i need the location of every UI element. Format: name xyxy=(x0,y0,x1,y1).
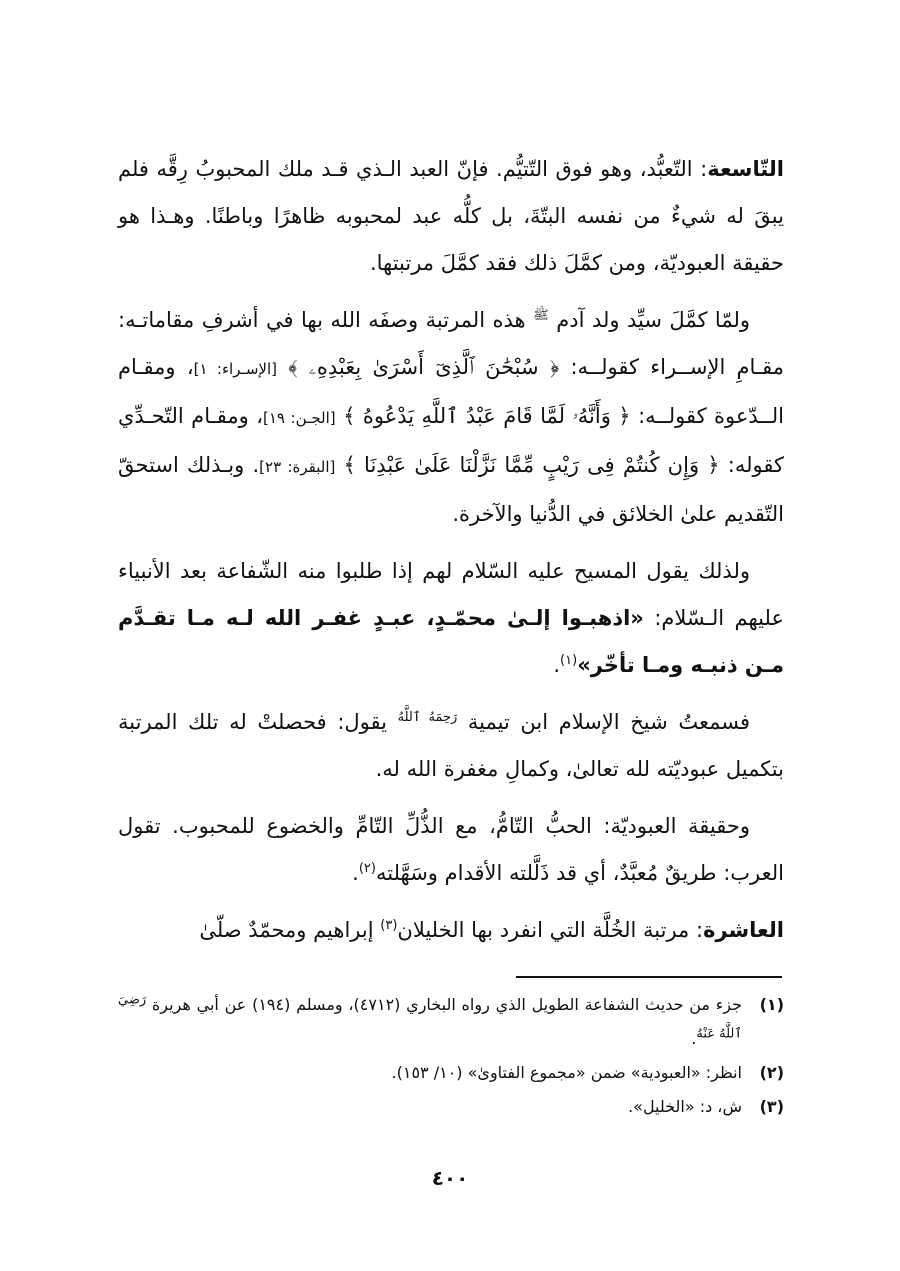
radiyallahu-honorific: رَضِيَ ٱللَّهُ عَنْهُ xyxy=(118,992,742,1042)
footnotes xyxy=(118,988,784,1124)
footnote-number: (٣) xyxy=(759,1097,784,1116)
definition-text: وحقيقة العبوديّة: الحبُّ التّامُّ، مع الذُّلِّ التّامِّ والخضوع للمحبوب. تقول العرب: طريقٌ مُعبَّدٌ، أي قد ذَلَّلته الأقدام وسَهَّلته xyxy=(118,814,784,885)
paragraph-messiah-intercession xyxy=(118,548,784,689)
rahimahullah-honorific: رَحِمَهُ ٱللَّهُ xyxy=(397,710,458,725)
footnote-marker-3[interactable]: (٣) xyxy=(380,918,398,933)
verse-ref-isra: [الإسـراء: ١] xyxy=(193,360,278,378)
quran-verse-isra: ﴿ سُبْحَٰنَ ٱلَّذِىٓ أَسْرَىٰ بِعَبْدِهِۦ ﴾ xyxy=(288,355,560,379)
paragraph-ninth xyxy=(118,146,784,287)
footnote-3 xyxy=(118,1090,784,1124)
footnote-number: (٢) xyxy=(759,1063,784,1082)
footnote-1-body: جزء من حديث الشفاعة الطويل الذي رواه البخاري (٤٧١٢)، ومسلم (١٩٤) عن أبي هريرة xyxy=(151,995,743,1014)
prophet-text-1: ولمّا كمَّلَ سيِّد ولد آدم xyxy=(556,308,751,332)
footnote-text xyxy=(118,988,742,1056)
salutation-honorific: ﷺ xyxy=(533,308,549,323)
paragraph-ibn-taymiyya xyxy=(118,699,784,793)
footnote-marker-1[interactable]: (١) xyxy=(560,653,578,668)
prophet-text-4: ، ومقـام التّحـدِّي كقوله: xyxy=(118,404,784,477)
main-text xyxy=(118,146,784,964)
footnote-text: انظر: «العبودية» ضمن «مجموع الفتاوىٰ» (١٠/ ١٥٣). xyxy=(391,1063,742,1082)
footnote-2 xyxy=(118,1056,784,1090)
footnote-text: ش، د: «الخليل». xyxy=(628,1097,742,1116)
paragraph-servitude-definition xyxy=(118,803,784,897)
prophet-text-5: . وبـذلك استحقّ التّقديم علىٰ الخلائق في الدُّنيا والآخرة. xyxy=(118,453,784,526)
prophet-text-3: ، ومقـام الــدّعوة كقولــه: xyxy=(118,355,784,428)
quran-verse-baqarah: ﴿ وَإِن كُنتُمْ فِى رَيْبٍ مِّمَّا نَزَّلْنَا عَلَىٰ عَبْدِنَا ﴾ xyxy=(343,453,720,477)
hadith-quote: «اذهبـوا إلـىٰ محمّـدٍ، عبـدٍ غفـر الله لـه مـا تقـدَّم مـن ذنبـه ومـا تأخّر» xyxy=(118,606,784,677)
quran-verse-jinn: ﴿ وَأَنَّهُۥ لَمَّا قَامَ عَبْدُ ٱللَّهِ يَدْعُوهُ ﴾ xyxy=(343,404,631,428)
footnote-1-end: . xyxy=(691,1029,697,1048)
footnote-separator xyxy=(516,976,782,978)
ibn-taymiyya-text-2: يقول: فحصلتْ له تلك المرتبة بتكميل عبوديّته لله تعالىٰ، وكمالِ مغفرة الله له. xyxy=(118,710,784,781)
verse-ref-jinn: [الجـن: ١٩] xyxy=(262,409,336,427)
paragraph-prophet-servitude xyxy=(118,297,784,538)
footnote-marker-2[interactable]: (٢) xyxy=(358,861,376,876)
footnote-1 xyxy=(118,988,784,1056)
page-number: ٤٠٠ xyxy=(431,1166,469,1190)
ibn-taymiyya-text-1: فسمعتُ شيخ الإسلام ابن تيمية xyxy=(467,710,750,734)
verse-ref-baqarah: [البقرة: ٢٣] xyxy=(259,458,336,476)
ninth-heading: التّاسعة xyxy=(707,157,784,181)
messiah-end: . xyxy=(553,653,561,677)
tenth-text-2: إبراهيم ومحمّدٌ صلّىٰ xyxy=(199,918,374,942)
tenth-heading: العاشرة xyxy=(703,918,784,942)
definition-end: . xyxy=(352,861,359,885)
footnote-number: (١) xyxy=(759,995,784,1014)
prophet-text-2: هذه المرتبة وصفَه الله بها في أشرفِ مقاماتـه: مقـامِ الإســراء كقولــه: xyxy=(118,308,784,379)
paragraph-tenth xyxy=(118,907,784,954)
ninth-text: : التّعبُّد، وهو فوق التّتيُّم. فإنّ العبد الـذي قـد ملك المحبوبُ رِقَّه فلم يبقَ له شيءٌ من نفسه البتّةَ، بل كلُّه عبد لمحبوبه ظاهرًا وباطنًا. وهـذا هو حقيقة العبوديّة، ومن كمَّلَ ذلك فقد كمَّلَ مرتبتها. xyxy=(118,157,784,275)
tenth-text-1: : مرتبة الخُلَّة التي انفرد بها الخليلان xyxy=(397,918,704,942)
messiah-text: ولذلك يقول المسيح عليه السّلام لهم إذا طلبوا منه الشّفاعة بعد الأنبياء عليهم الـسّلام: xyxy=(118,559,784,630)
